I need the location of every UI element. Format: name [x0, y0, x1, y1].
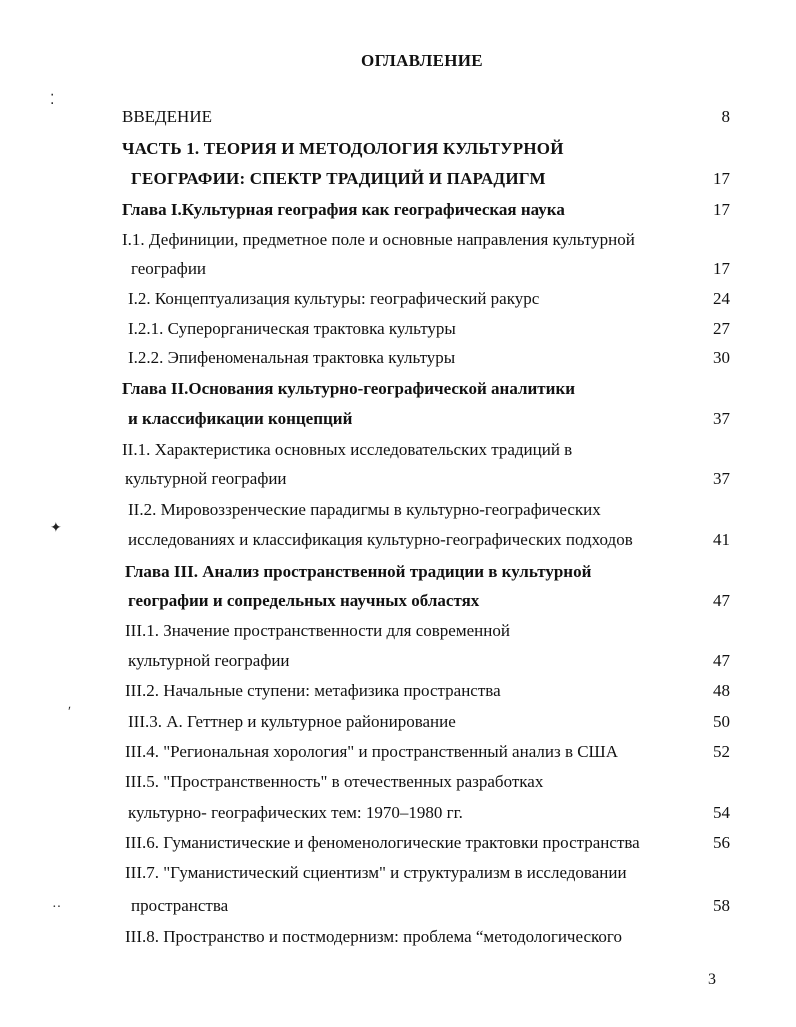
toc-entry — [0, 229, 796, 251]
toc-entry-text: III.4. "Региональная хорология" и пространственный анализ в США — [125, 742, 618, 761]
toc-entry-page: 47 — [713, 591, 730, 610]
toc-entry — [0, 741, 796, 763]
toc-entry-text: I.2.2. Эпифеноменальная трактовка культуры — [128, 348, 456, 367]
toc-chapter-heading — [0, 408, 796, 430]
toc-entry-text: II.1. Характеристика основных исследовательских традиций в — [122, 440, 573, 459]
toc-entry-text: II.2. Мировоззренческие парадигмы в культурно-географических — [128, 500, 601, 519]
toc-chapter-heading — [0, 378, 796, 400]
toc-entry — [0, 802, 796, 824]
toc-entry-page: 48 — [713, 681, 730, 700]
toc-entry-text: III.7. "Гуманистический сциентизм" и структурализм в исследовании — [125, 863, 627, 882]
page-title: ОГЛАВЛЕНИЕ — [361, 51, 483, 70]
toc-entry — [0, 862, 796, 884]
toc-entry-page: 58 — [713, 896, 730, 915]
toc-entry-page: 52 — [713, 742, 730, 761]
toc-entry-page: 8 — [721, 107, 730, 126]
toc-entry-text: географии — [131, 259, 207, 278]
toc-entry-page: 50 — [713, 712, 730, 731]
page-number: 3 — [708, 971, 716, 988]
toc-entry-text: III.6. Гуманистические и феноменологические трактовки пространства — [125, 833, 640, 852]
toc-entry — [0, 711, 796, 733]
toc-entry-page: 30 — [713, 348, 730, 367]
toc-entry — [0, 650, 796, 672]
toc-entry-page: 24 — [713, 289, 730, 308]
toc-entry-text: географии и сопредельных научных областях — [128, 591, 480, 610]
toc-entry-text: III.3. А. Геттнер и культурное районирование — [128, 712, 456, 731]
toc-entry-text: ВВЕДЕНИЕ — [122, 107, 212, 126]
toc-entry-text: III.2. Начальные ступени: метафизика пространства — [125, 681, 501, 700]
scan-speck: ·· — [52, 900, 62, 915]
toc-entry-page: 54 — [713, 803, 730, 822]
toc-entry — [0, 318, 796, 340]
toc-entry — [0, 106, 796, 128]
toc-entry-page: 37 — [713, 469, 730, 488]
scan-speck: ⁚ — [50, 93, 55, 108]
toc-entry-page: 17 — [713, 259, 730, 278]
toc-entry-text: I.2. Концептуализация культуры: географический ракурс — [128, 289, 540, 308]
toc-chapter-heading — [0, 561, 796, 583]
toc-entry-text: пространства — [131, 896, 229, 915]
toc-entry-text: III.1. Значение пространственности для современной — [125, 621, 510, 640]
toc-entry — [0, 895, 796, 917]
scan-speck: ✦ — [50, 521, 62, 536]
toc-entry — [0, 499, 796, 521]
toc-entry — [0, 258, 796, 280]
toc-part-heading — [0, 168, 796, 190]
toc-entry — [0, 832, 796, 854]
toc-entry-text: ЧАСТЬ 1. ТЕОРИЯ И МЕТОДОЛОГИЯ КУЛЬТУРНОЙ — [122, 139, 564, 158]
toc-entry — [0, 439, 796, 461]
toc-entry — [0, 529, 796, 551]
toc-chapter-heading — [0, 590, 796, 612]
toc-entry-text: Глава II.Основания культурно-географической аналитики — [122, 379, 576, 398]
toc-chapter-heading — [0, 199, 796, 221]
toc-part-heading — [0, 138, 796, 160]
toc-entry-text: и классификации концепций — [128, 409, 353, 428]
toc-entry-page: 41 — [713, 530, 730, 549]
toc-entry-text: ГЕОГРАФИИ: СПЕКТР ТРАДИЦИЙ И ПАРАДИГМ — [131, 169, 546, 188]
toc-entry-page: 47 — [713, 651, 730, 670]
toc-entry-text: III.8. Пространство и постмодернизм: проблема “методологического — [125, 927, 622, 946]
toc-entry — [0, 771, 796, 793]
toc-entry-text: I.2.1. Суперорганическая трактовка культуры — [128, 319, 456, 338]
toc-entry — [0, 926, 796, 948]
toc-entry-text: культурной географии — [128, 651, 290, 670]
toc-entry-page: 56 — [713, 833, 730, 852]
toc-entry — [0, 347, 796, 369]
toc-entry-text: III.5. "Пространственность" в отечественных разработках — [125, 772, 544, 791]
toc-entry-text: культурно- географических тем: 1970–1980 гг. — [128, 803, 463, 822]
toc-entry-text: Глава I.Культурная география как географическая наука — [122, 200, 565, 219]
toc-entry-text: культурной географии — [125, 469, 287, 488]
toc-entry — [0, 468, 796, 490]
toc-entry-text: I.1. Дефиниции, предметное поле и основные направления культурной — [122, 230, 635, 249]
toc-entry — [0, 680, 796, 702]
toc-entry-text: Глава III. Анализ пространственной традиции в культурной — [125, 562, 592, 581]
toc-entry-page: 17 — [713, 169, 730, 188]
toc-entry-text: исследованиях и классификация культурно-географических подходов — [128, 530, 633, 549]
scan-speck: ʹ — [68, 705, 72, 720]
toc-entry-page: 17 — [713, 200, 730, 219]
toc-entry — [0, 620, 796, 642]
toc-entry — [0, 288, 796, 310]
toc-entry-page: 37 — [713, 409, 730, 428]
toc-entry-page: 27 — [713, 319, 730, 338]
